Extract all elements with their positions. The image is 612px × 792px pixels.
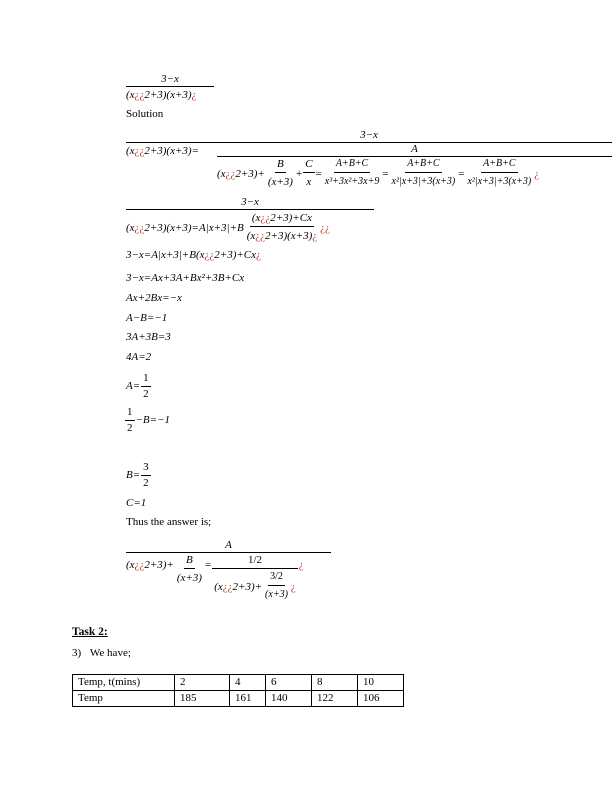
eq1-abc-3: A+B+C [481, 157, 517, 173]
eq2-lhs: (x¿¿2+3)(x+3)=A|x+3|+B [126, 221, 244, 234]
eq2-numerator: 3−x [241, 196, 259, 208]
answer-x3: (x+3) [176, 572, 202, 584]
eq2-inner-den: (x¿¿2+3)(x+3)¿ [246, 230, 318, 242]
line-6: 4A=2 [126, 351, 152, 363]
table-cell: 161 [230, 691, 266, 707]
item-text: We have; [89, 647, 131, 659]
table-cell: Temp, t(mins) [73, 675, 175, 691]
eq1-c: C [303, 157, 314, 173]
line-5: 3A+3B=3 [126, 331, 171, 343]
answer-denominator: (x¿¿2+3)+ $\frac{B}{(x+3)}$ = 1/2 (x¿¿2+3)+ $\frac{3/2}{(x+3)}$ ¿ ¿ [126, 553, 331, 603]
answer-three-halves: 3/2 [268, 570, 285, 586]
a-num: 1 [141, 372, 151, 387]
table-cell: 8 [312, 675, 358, 691]
line-3: Ax+2Bx=−x [126, 292, 182, 304]
task-2-heading: Task 2: [72, 626, 108, 638]
answer-x3-inner: (x+3) [265, 589, 288, 600]
eq1-x: x [306, 176, 312, 188]
eq1-den2-a: x²|x+3|+3(x+3) [391, 176, 456, 187]
task-2-item [72, 647, 131, 659]
table-cell: 4 [230, 675, 266, 691]
expression-fraction [126, 72, 214, 103]
table-cell: 122 [312, 691, 358, 707]
eq1-den2-b: x²|x+3|+3(x+3) [467, 176, 532, 187]
answer-numerator: A [225, 539, 232, 551]
line-1: 3−x=A|x+3|+B(x¿¿2+3)+Cx¿ [126, 249, 261, 261]
expression-numerator: 3−x [161, 73, 179, 85]
solution-label: Solution [126, 108, 164, 120]
answer-fraction [126, 538, 331, 603]
item-number: 3) [72, 647, 82, 659]
half-equation [124, 406, 170, 434]
b-den: 2 [143, 476, 149, 489]
eq1-abc-1: A+B+C [334, 157, 370, 173]
expression-denominator: (x¿¿2+3)(x+3)¿ [126, 89, 197, 101]
equation-2 [126, 195, 374, 244]
half-rest: −B=−1 [135, 414, 170, 427]
answer-label: Thus the answer is; [126, 516, 212, 528]
table-cell: 10 [358, 675, 404, 691]
eq1-term-a: (x¿¿2+3)+ [217, 167, 265, 180]
b-num: 3 [141, 461, 151, 476]
eq1-inner-fraction [217, 142, 612, 190]
answer-tail: ¿ [298, 559, 304, 571]
half-den: 2 [127, 421, 133, 434]
temperature-table [72, 674, 404, 707]
eq1-numerator: 3−x [360, 129, 378, 141]
table-cell: 140 [266, 691, 312, 707]
a-value: A= $\frac{1}{2}$ [126, 372, 149, 400]
eq1-inner-numerator: A [411, 143, 418, 155]
eq2-inner-num: (x¿¿2+3)+Cx [250, 211, 314, 227]
eq2-tail: ¿¿ [320, 221, 330, 234]
eq2-denominator [126, 210, 374, 244]
eq1-cubic: x³+3x²+3x+9 [324, 176, 380, 187]
line-4: A−B=−1 [126, 312, 168, 324]
eq1-tail: ¿ [534, 167, 540, 180]
table-cell: 185 [175, 691, 230, 707]
table-cell: 2 [175, 675, 230, 691]
eq1-inner-denominator: (x¿¿2+3)+ $\frac{B}{(x+3)}$ + $\frac{C}{x}$ = $\frac{A+B+C}{\text{x³+3x²+3x+9}}$ = $\frac{A+B+C}{\text{x²|x+3|+3(x+3)}}$ = $\frac{A+B+C}{\text{x²|x+3|+3(x+3)}}$ ¿ [217, 158, 540, 188]
eq1-b: B [275, 157, 286, 173]
half-num: 1 [125, 406, 135, 421]
line-2: 3−x=Ax+3A+Bx²+3B+Cx [126, 272, 245, 284]
answer-b: B [184, 553, 195, 569]
table-cell: Temp [73, 691, 175, 707]
table-row [73, 691, 404, 707]
table-cell: 106 [358, 691, 404, 707]
table-row [73, 675, 404, 691]
table-cell: 6 [266, 675, 312, 691]
b-value: B= $\frac{3}{2}$ [126, 461, 149, 489]
a-den: 2 [143, 387, 149, 400]
eq1-abc-2: A+B+C [405, 157, 441, 173]
answer-half: 1/2 [212, 553, 298, 569]
eq1-lhs: (x¿¿2+3)(x+3)= [126, 145, 199, 157]
eq1-x3: (x+3) [267, 176, 293, 188]
c-value: C=1 [126, 497, 147, 509]
